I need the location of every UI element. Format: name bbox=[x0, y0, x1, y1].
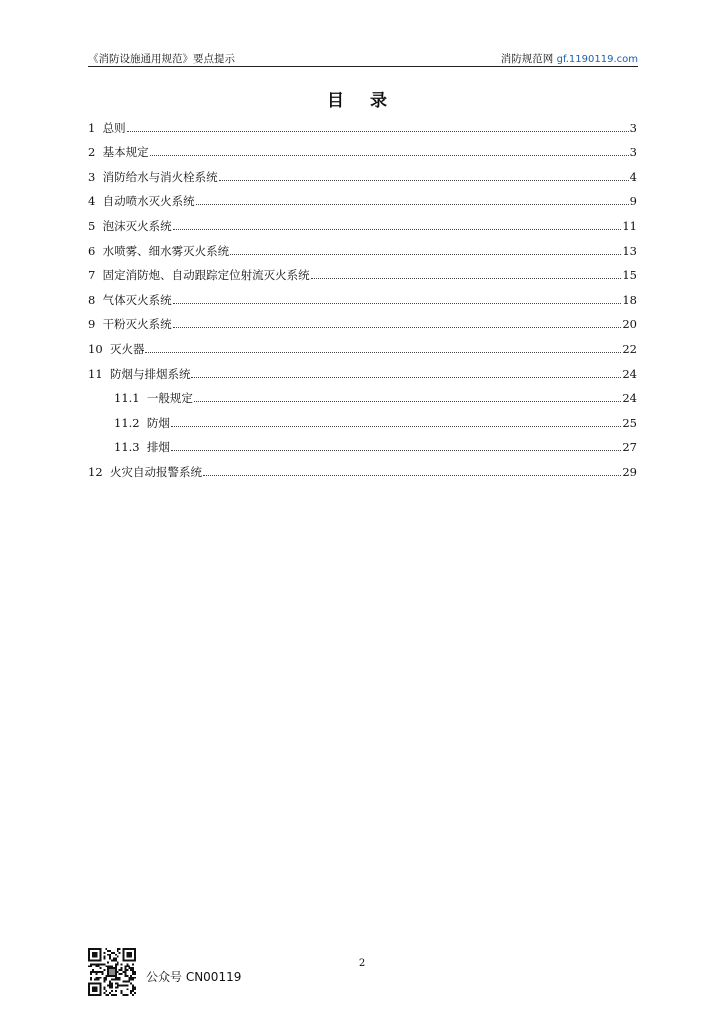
toc-entry[interactable] bbox=[88, 431, 637, 456]
toc-entry-number: 10 bbox=[88, 341, 103, 356]
header-site bbox=[501, 52, 638, 67]
toc-entry-page: 27 bbox=[622, 440, 637, 455]
toc-leader-dots bbox=[173, 228, 622, 230]
toc-entry-number: 11.1 bbox=[114, 391, 140, 406]
toc-entry[interactable] bbox=[88, 357, 637, 382]
toc-leader-dots bbox=[311, 277, 622, 279]
toc-entry-page: 3 bbox=[629, 120, 637, 135]
toc-entry-gap bbox=[95, 292, 102, 308]
toc-entry-page: 25 bbox=[622, 415, 637, 430]
toc-entry-number: 7 bbox=[88, 268, 96, 283]
toc-leader-dots bbox=[191, 376, 621, 378]
toc-entry-number: 1 bbox=[88, 120, 96, 135]
toc-entry-gap bbox=[95, 193, 102, 209]
toc-entry-text: 干粉灭火系统 bbox=[102, 317, 172, 332]
toc-entry[interactable] bbox=[88, 234, 637, 259]
toc-entry-page: 15 bbox=[622, 268, 637, 283]
toc-entry-text: 水喷雾、细水雾灭火系统 bbox=[102, 243, 230, 258]
toc-leader-dots bbox=[203, 474, 621, 476]
header-site-name: 消防规范网 bbox=[500, 53, 554, 65]
toc-entry-gap bbox=[140, 415, 147, 431]
toc-entry-text: 消防给水与消火栓系统 bbox=[102, 169, 218, 184]
toc-entry-gap bbox=[95, 120, 102, 136]
toc-entry-number: 12 bbox=[88, 464, 103, 479]
toc-entry-page: 4 bbox=[629, 169, 637, 184]
toc-entry-gap bbox=[95, 218, 102, 234]
page-number: 2 bbox=[358, 958, 366, 969]
toc-leader-dots bbox=[173, 302, 622, 304]
toc-entry-gap bbox=[103, 366, 110, 382]
toc-entry-number: 5 bbox=[88, 218, 96, 233]
toc-entry-page: 29 bbox=[622, 464, 637, 479]
toc-entry[interactable] bbox=[88, 209, 637, 234]
toc-leader-dots bbox=[127, 130, 629, 132]
toc-entry-text: 排烟 bbox=[146, 440, 170, 455]
toc-entry[interactable] bbox=[88, 160, 637, 185]
toc-entry[interactable] bbox=[88, 406, 637, 431]
toc-entry-gap bbox=[95, 169, 102, 185]
toc-leader-dots bbox=[171, 449, 621, 451]
toc-entry-gap bbox=[103, 464, 110, 480]
toc-entry-text: 一般规定 bbox=[146, 391, 193, 406]
toc-entry-text: 灭火器 bbox=[109, 341, 145, 356]
toc-entry-gap bbox=[140, 439, 147, 455]
toc-entry-text: 固定消防炮、自动跟踪定位射流灭火系统 bbox=[102, 268, 310, 283]
toc-entry[interactable] bbox=[88, 185, 637, 210]
toc-entry-page: 9 bbox=[629, 194, 637, 209]
toc-entry[interactable] bbox=[88, 259, 637, 284]
toc-entry[interactable] bbox=[88, 455, 637, 480]
toc-entry-number: 9 bbox=[88, 317, 96, 332]
qr-label: 公众号 CN00119 bbox=[146, 970, 242, 984]
toc-entry-gap bbox=[95, 144, 102, 160]
toc-entry-text: 火灾自动报警系统 bbox=[109, 464, 202, 479]
toc-entry[interactable] bbox=[88, 283, 637, 308]
toc-entry[interactable] bbox=[88, 332, 637, 357]
toc-entry-number: 8 bbox=[88, 292, 96, 307]
toc-entry-page: 3 bbox=[629, 145, 637, 160]
header-site-link[interactable]: gf.1190119.com bbox=[556, 54, 638, 65]
toc-entry-gap bbox=[95, 316, 102, 332]
toc-leader-dots bbox=[171, 425, 621, 427]
header-document-title: 《消防设施通用规范》要点提示 bbox=[88, 53, 235, 65]
toc-entry-gap bbox=[95, 243, 102, 259]
toc-entry[interactable] bbox=[88, 136, 637, 161]
toc-entry-text: 防烟与排烟系统 bbox=[109, 366, 191, 381]
toc-entry-text: 泡沫灭火系统 bbox=[102, 218, 172, 233]
toc-entry-text: 气体灭火系统 bbox=[102, 292, 172, 307]
toc-entry[interactable] bbox=[88, 111, 637, 136]
toc-entry-page: 20 bbox=[622, 317, 637, 332]
toc-entry-page: 18 bbox=[622, 292, 637, 307]
toc-entry-number: 11.3 bbox=[114, 440, 140, 455]
qr-code-icon bbox=[88, 948, 136, 996]
toc-entry[interactable] bbox=[88, 308, 637, 333]
toc-entry-number: 11 bbox=[88, 366, 103, 381]
toc-entry-text: 基本规定 bbox=[102, 145, 149, 160]
toc-entry-number: 4 bbox=[88, 194, 96, 209]
toc-leader-dots bbox=[230, 253, 621, 255]
toc-entry-text: 总则 bbox=[102, 120, 126, 135]
toc-entry-text: 防烟 bbox=[146, 415, 170, 430]
toc-entry-gap bbox=[140, 390, 147, 406]
toc-entry-page: 22 bbox=[622, 341, 637, 356]
toc-entry-number: 2 bbox=[88, 145, 96, 160]
toc-leader-dots bbox=[150, 154, 629, 156]
toc-entry-gap bbox=[95, 267, 102, 283]
toc-leader-dots bbox=[173, 326, 622, 328]
toc-leader-dots bbox=[145, 351, 621, 353]
page-header bbox=[88, 52, 638, 67]
toc-leader-dots bbox=[194, 400, 621, 402]
toc-entry-number: 6 bbox=[88, 243, 96, 258]
toc-title: 目 录 bbox=[327, 91, 397, 111]
toc-entry-number: 11.2 bbox=[114, 415, 140, 430]
toc-entry-page: 24 bbox=[622, 391, 637, 406]
toc-entry-number: 3 bbox=[88, 169, 96, 184]
toc-entry-page: 24 bbox=[622, 366, 637, 381]
toc-entry-text: 自动喷水灭火系统 bbox=[102, 194, 195, 209]
toc-entry-gap bbox=[103, 341, 110, 357]
table-of-contents bbox=[88, 111, 637, 480]
toc-leader-dots bbox=[219, 179, 629, 181]
toc-entry[interactable] bbox=[88, 382, 637, 407]
toc-leader-dots bbox=[196, 203, 629, 205]
toc-entry-page: 13 bbox=[622, 243, 637, 258]
toc-entry-page: 11 bbox=[622, 218, 637, 233]
